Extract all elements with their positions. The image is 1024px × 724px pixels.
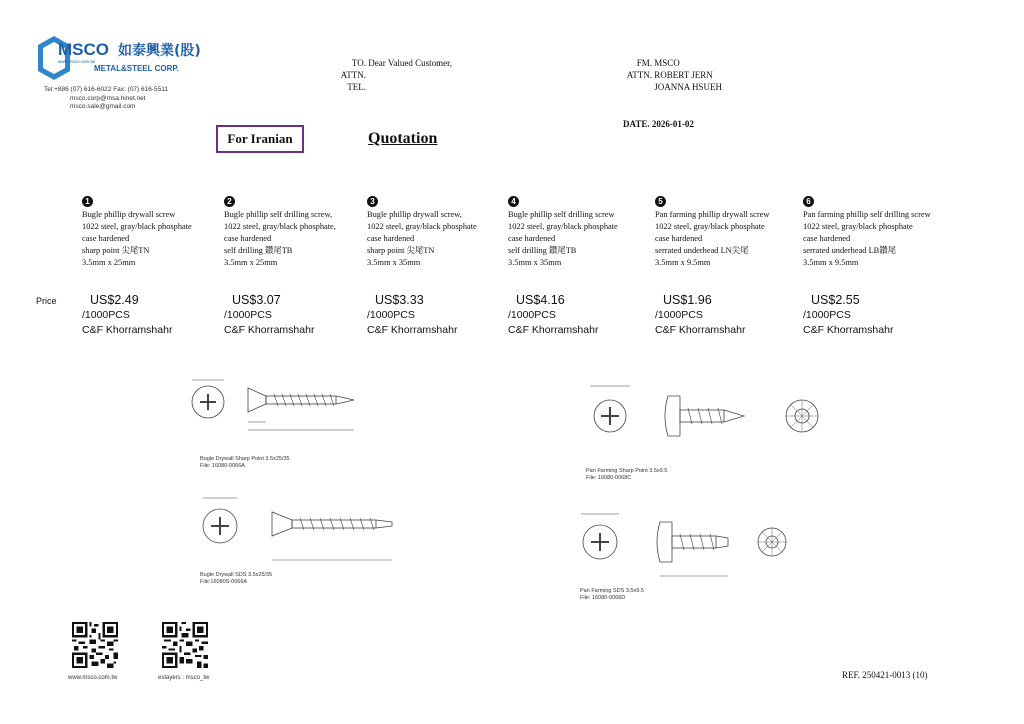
attn-label: ATTN.	[340, 70, 366, 80]
price-2	[224, 293, 364, 338]
product-material: 1022 steel, gray/black phosphate	[82, 222, 192, 231]
market-stamp: For Iranian	[216, 125, 304, 153]
drawing-3-file: File: 16080-0068C	[586, 475, 632, 481]
product-material: 1022 steel, gray/black phosphate	[803, 222, 913, 231]
product-5	[655, 196, 803, 269]
product-desc: Pan farming phillip drywall screw	[655, 210, 770, 219]
drawing-2-file: File:16080S-0066A	[200, 579, 248, 585]
price-label: Price	[36, 296, 57, 306]
logo-brand: MSCO	[58, 40, 109, 59]
price-terms: C&F Khorramshahr	[655, 324, 746, 336]
drawing-4-file: File: 16080-0066D	[580, 595, 626, 601]
fm-label: FM.	[636, 58, 652, 68]
price-unit: /1000PCS	[508, 309, 556, 321]
drawing-pan-sharp-point	[576, 378, 826, 482]
product-material: 1022 steel, gray/black phosphate	[508, 222, 618, 231]
product-number: 6	[803, 196, 814, 207]
logo-site: www.msco.com.tw	[58, 59, 96, 64]
price-amount: US$3.07	[232, 293, 281, 307]
product-size: 3.5mm x 25mm	[82, 258, 136, 267]
product-treatment: case hardened	[82, 234, 130, 243]
contact-phone: Tel:+886 (07) 616-6022 Fax: (07) 616-5511	[44, 86, 169, 93]
product-3	[367, 196, 515, 269]
page-title: Quotation	[368, 130, 438, 147]
tel-label: TEL.	[347, 82, 366, 92]
product-material: 1022 steel, gray/black phosphate,	[224, 222, 336, 231]
price-amount: US$2.49	[90, 293, 139, 307]
price-3	[367, 293, 507, 338]
attn2-label: ATTN.	[626, 70, 652, 80]
product-number: 1	[82, 196, 93, 207]
qr-social-caption: estayers : msco_tw	[158, 675, 210, 681]
contact-email-2[interactable]: msco.sale@gmail.com	[70, 103, 136, 110]
product-number: 3	[367, 196, 378, 207]
price-4	[508, 293, 648, 338]
price-1	[82, 293, 222, 338]
qr-website-caption: www.msco.com.tw	[68, 675, 118, 681]
product-2	[224, 196, 372, 269]
product-point: self drilling 鑽尾TB	[508, 246, 577, 255]
product-point: sharp point 尖尾TN	[82, 246, 150, 255]
product-treatment: case hardened	[803, 234, 851, 243]
price-terms: C&F Khorramshahr	[224, 324, 315, 336]
price-amount: US$1.96	[663, 293, 712, 307]
drawing-1-file: File: 16080-0066A	[200, 463, 245, 469]
drawing-bugle-sds	[196, 486, 426, 586]
product-point: serrated underhead LB鑽尾	[803, 246, 897, 255]
price-unit: /1000PCS	[367, 309, 415, 321]
to-value: Dear Valued Customer,	[368, 58, 452, 68]
fm-value: MSCO	[654, 58, 680, 68]
reference-number: REF. 250421-0013 (10)	[842, 670, 928, 680]
quote-date: DATE. 2026-01-02	[623, 119, 694, 129]
price-unit: /1000PCS	[224, 309, 272, 321]
drawing-bugle-sharp-point	[186, 370, 376, 470]
product-treatment: case hardened	[367, 234, 415, 243]
price-unit: /1000PCS	[82, 309, 130, 321]
product-size: 3.5mm x 9.5mm	[803, 258, 859, 267]
product-material: 1022 steel, gray/black phosphate	[655, 222, 765, 231]
product-treatment: case hardened	[508, 234, 556, 243]
drawing-2-caption: Bugle Drywall SDS 3.5x25/35	[200, 572, 273, 578]
recipient-block	[336, 57, 452, 93]
contact-info	[44, 86, 168, 112]
price-terms: C&F Khorramshahr	[508, 324, 599, 336]
product-desc: Bugle phillip drywall screw,	[367, 210, 462, 219]
product-point: sharp point 尖尾TN	[367, 246, 435, 255]
product-1	[82, 196, 230, 269]
product-4	[508, 196, 656, 269]
company-logo	[36, 34, 206, 82]
drawing-1-caption: Bugle Drywall Sharp Point 3.5x25/35	[200, 456, 290, 462]
product-desc: Bugle phillip self drilling screw,	[224, 210, 333, 219]
price-unit: /1000PCS	[803, 309, 851, 321]
price-amount: US$2.55	[811, 293, 860, 307]
product-point: serrated underhead LN尖尾	[655, 246, 749, 255]
logo-tagline: METAL&STEEL CORP.	[94, 64, 179, 73]
product-desc: Bugle phillip self drilling screw	[508, 210, 615, 219]
product-number: 4	[508, 196, 519, 207]
price-unit: /1000PCS	[655, 309, 703, 321]
product-size: 3.5mm x 25mm	[224, 258, 278, 267]
price-5	[655, 293, 795, 338]
to-label: TO.	[351, 58, 366, 68]
product-material: 1022 steel, gray/black phosphate	[367, 222, 477, 231]
product-treatment: case hardened	[655, 234, 703, 243]
drawing-pan-sds	[576, 504, 826, 602]
contact-email-1[interactable]: msco.corp@msa.hinet.net	[70, 94, 146, 102]
price-terms: C&F Khorramshahr	[367, 324, 458, 336]
product-desc: Pan farming phillip self drilling screw	[803, 210, 931, 219]
attn2-value-2: JOANNA HSUEH	[654, 82, 723, 92]
attn2-value: ROBERT JERN	[654, 70, 713, 80]
price-terms: C&F Khorramshahr	[82, 324, 173, 336]
product-size: 3.5mm x 35mm	[508, 258, 562, 267]
price-amount: US$3.33	[375, 293, 424, 307]
product-treatment: case hardened	[224, 234, 272, 243]
product-point: self drilling 鑽尾TB	[224, 246, 293, 255]
qr-website[interactable]	[68, 622, 118, 681]
logo-chinese: 如泰興業(股)	[118, 43, 201, 59]
product-desc: Bugle phillip drywall screw	[82, 210, 176, 219]
product-number: 2	[224, 196, 235, 207]
sender-block	[622, 57, 722, 93]
drawing-3-caption: Pan Farming Sharp Point 3.5x9.5	[586, 468, 668, 474]
product-number: 5	[655, 196, 666, 207]
qr-social[interactable]	[158, 622, 210, 681]
product-size: 3.5mm x 9.5mm	[655, 258, 711, 267]
product-size: 3.5mm x 35mm	[367, 258, 421, 267]
price-amount: US$4.16	[516, 293, 565, 307]
price-6	[803, 293, 943, 338]
price-terms: C&F Khorramshahr	[803, 324, 894, 336]
product-6	[803, 196, 951, 269]
drawing-4-caption: Pan Farming SDS 3.5x9.5	[580, 588, 644, 594]
